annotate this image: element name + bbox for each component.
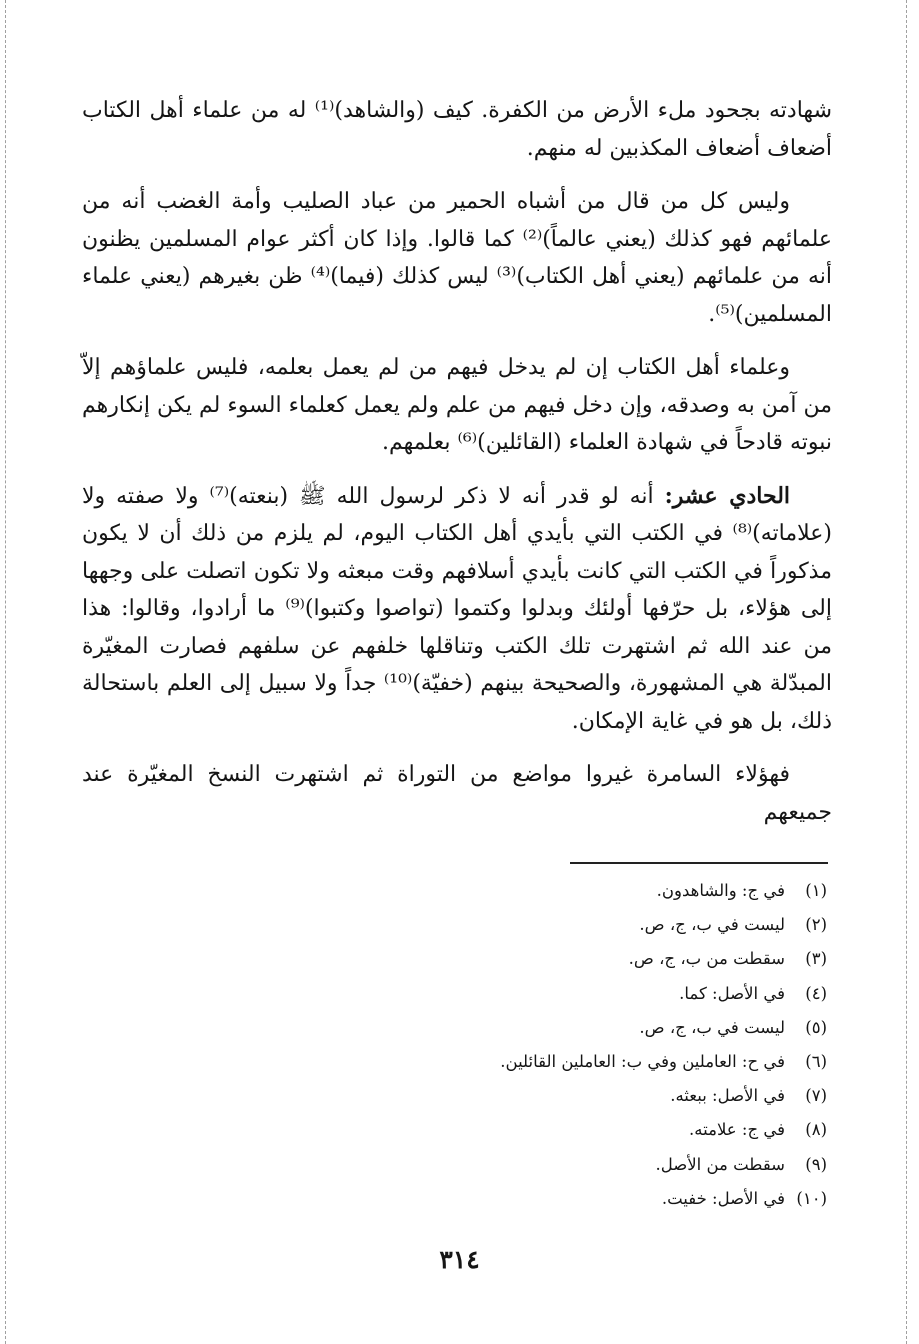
footnote-number: (١) [805, 881, 827, 900]
footnote-text: في ج: والشاهدون. [656, 881, 785, 900]
footnote [127, 874, 827, 908]
footnotes-list [127, 874, 827, 1216]
footnote [127, 1182, 827, 1216]
footnote-number: (٥) [805, 1017, 827, 1037]
footnote-text: في ج: علامته. [689, 1120, 785, 1140]
footnote-number: (٢) [805, 915, 827, 935]
paragraph-text: أنه لو قدر أنه لا ذكر لرسول الله ﷺ (بنعته)⁽⁷⁾ ولا صفته ولا (علاماته)⁽⁸⁾ في الكتب التي بأيدي أهل الكتاب اليوم، لم يلزم من ذلك أن لا يكون مذكوراً في الكتب التي كانت بأيدي أسلافهم وقت مبعثه ولا تكون اتصلت على وجهها إلى هؤلاء، بل حرّفها أولئك وبدلوا وكتموا (تواصوا وكتبوا)⁽⁹⁾ ما أرادوا، وقالوا: هذا من عند الله ثم اشتهرت تلك الكتب وتناقلها خلفهم عن سلفهم فصارت المغيّرة المبدّلة هي المشهورة، والصحيحة بينهم (خفيّة)⁽¹⁰⁾ جداً ولا سبيل إلى العلم باستحالة ذلك، بل هو في غاية الإمكان. [82, 483, 832, 734]
footnote-text: في الأصل: كما. [679, 983, 785, 1003]
footnote-number: (٣) [805, 949, 827, 969]
footnote-number: (٤) [805, 983, 827, 1003]
footnote [127, 908, 827, 942]
scan-edge-right [906, 0, 907, 1344]
section-heading: الحادي عشر: [664, 482, 791, 509]
footnote [127, 942, 827, 976]
footnote-number: (٦) [805, 1052, 827, 1072]
footnote-divider [570, 862, 828, 864]
paragraph-text: شهادته بجحود ملء الأرض من الكفرة. كيف (والشاهد)⁽¹⁾ له من علماء أهل الكتاب أضعاف أضعاف المكذبين له منهم. [82, 98, 832, 161]
footnote-text: ليست في ب، ج، ص. [639, 915, 785, 935]
main-text [82, 92, 832, 847]
page-number: ٣١٤ [439, 1245, 480, 1274]
footnote-number: (٩) [805, 1154, 827, 1174]
footnote [127, 1045, 827, 1079]
footnote-text: سقطت من الأصل. [655, 1154, 785, 1174]
paragraph [82, 183, 832, 333]
footnote-text: في الأصل: ببعثه. [670, 1086, 785, 1106]
footnote-number: (١٠) [796, 1188, 827, 1208]
footnote-text: في الأصل: خفيت. [661, 1188, 785, 1208]
paragraph-text: فهؤلاء السامرة غيروا مواضع من التوراة ثم اشتهرت النسخ المغيّرة عند جميعهم [82, 762, 832, 825]
footnote [127, 1113, 827, 1147]
paragraph-text: وعلماء أهل الكتاب إن لم يدخل فيهم من لم يعمل بعلمه، فليس علماؤهم إلاّ من آمن به وصدقه، وإن دخل فيهم من علم ولم يعمل كعلماء السوء لم يكن إنكارهم نبوته قادحاً في شهادة العلماء (القائلين)⁽⁶⁾ بعلمهم. [82, 355, 832, 455]
paragraph [82, 349, 832, 462]
paragraph [82, 92, 832, 167]
footnote-text: ليست في ب، ج، ص. [639, 1017, 785, 1037]
scan-edge-left [5, 0, 6, 1344]
footnote-text: سقطت من ب، ج، ص. [628, 949, 785, 969]
footnote [127, 1011, 827, 1045]
paragraph [82, 478, 832, 741]
paragraph [82, 756, 832, 831]
footnote-number: (٧) [805, 1086, 827, 1106]
footnote-number: (٨) [805, 1120, 827, 1140]
footnote [127, 1148, 827, 1182]
footnote [127, 1079, 827, 1113]
footnote [127, 977, 827, 1011]
paragraph-text: وليس كل من قال من أشباه الحمير من عباد الصليب وأمة الغضب أنه من علمائهم فهو كذلك (يعني عالماً)⁽²⁾ كما قالوا. وإذا كان أكثر عوام المسلمين يظنون أنه من علمائهم (يعني أهل الكتاب)⁽³⁾ ليس كذلك (فيما)⁽⁴⁾ ظن بغيرهم (يعني علماء المسلمين)⁽⁵⁾. [82, 189, 832, 327]
footnote-text: في ح: العاملين وفي ب: العاملين القائلين. [500, 1052, 785, 1072]
